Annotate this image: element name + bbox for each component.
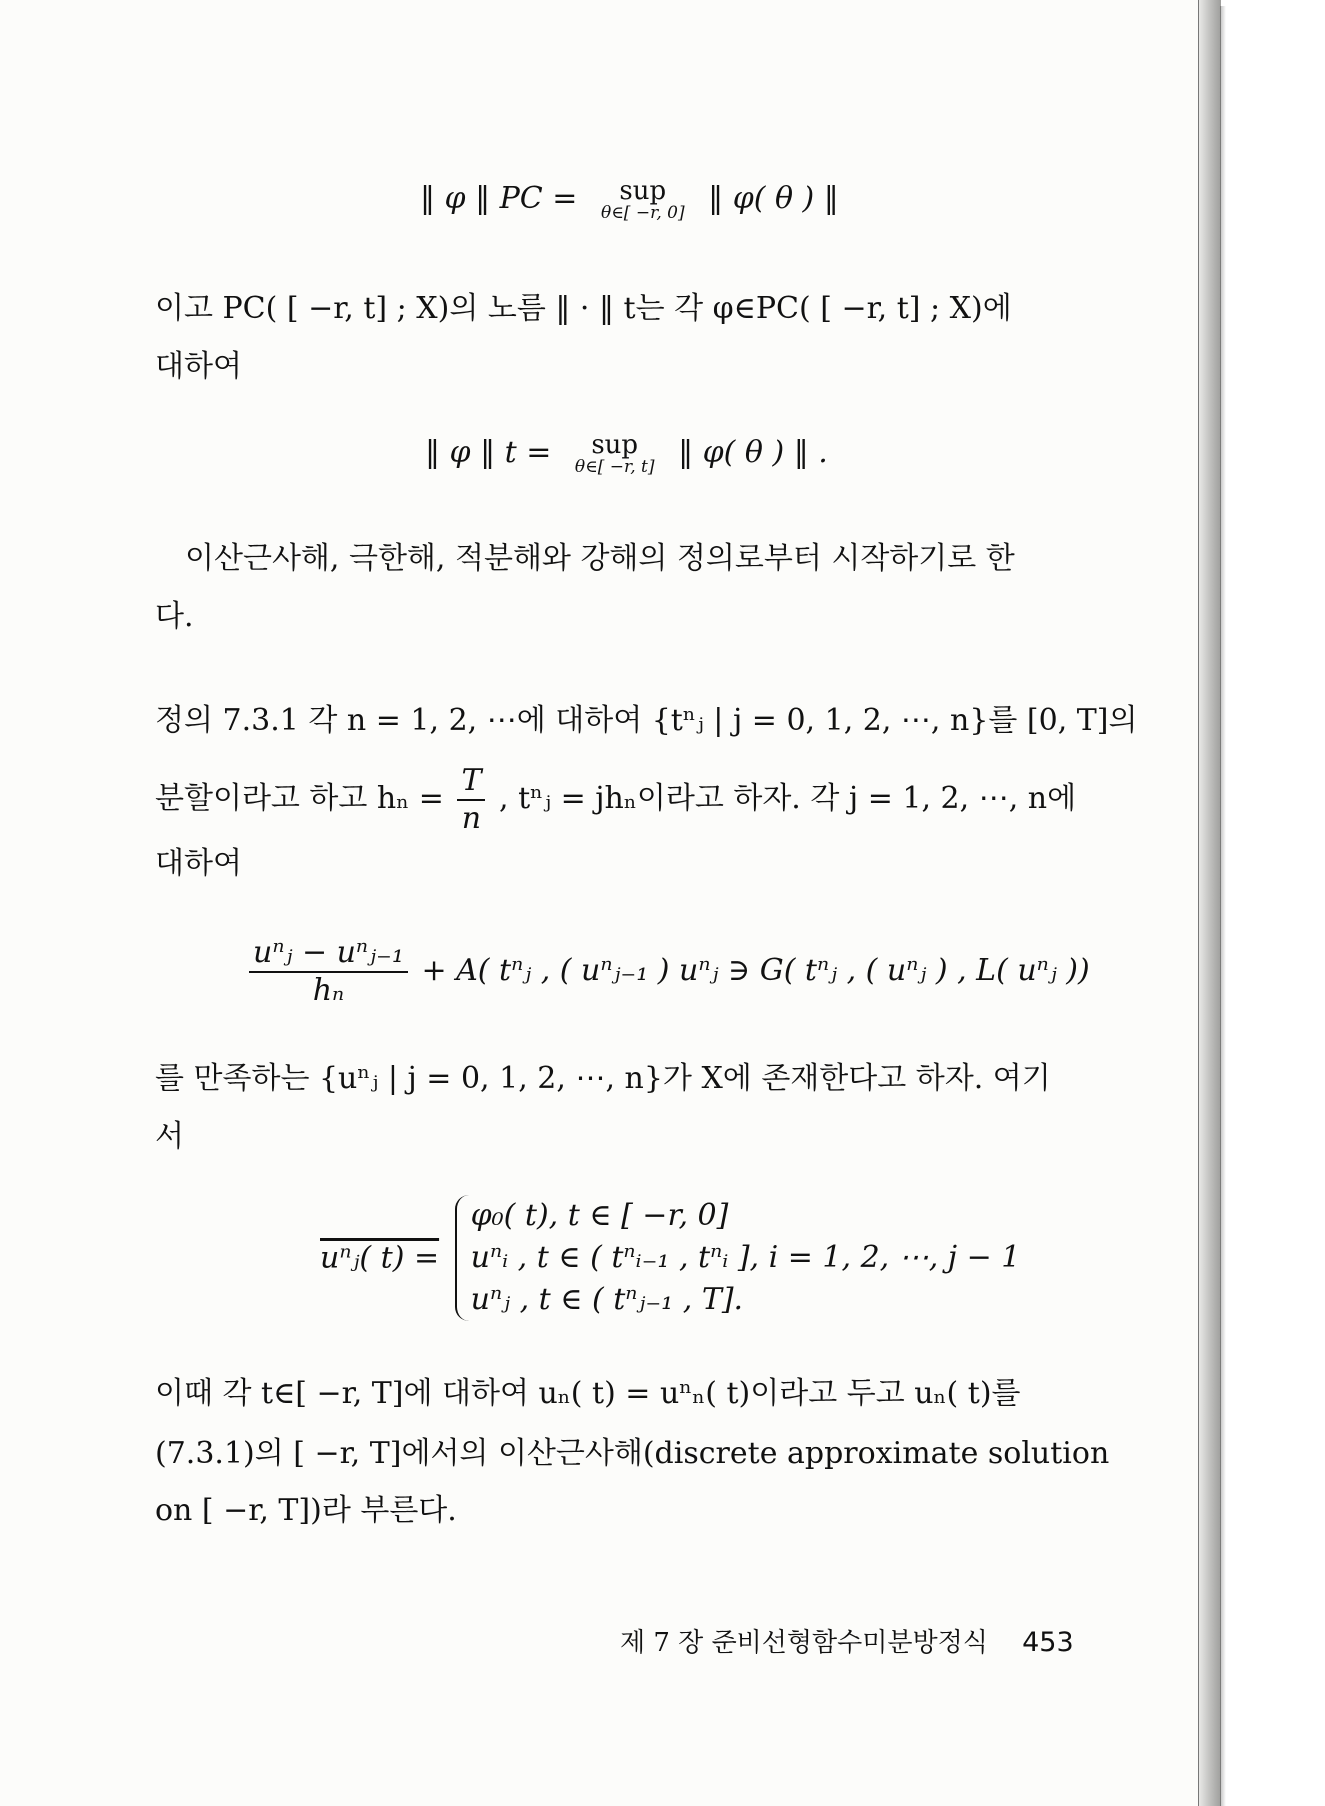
definition-line2 bbox=[155, 763, 1076, 837]
paragraph-definition-line2: (7.3.1)의 [ −r, T]에서의 이산근사해(discrete approximate solution bbox=[155, 1436, 1110, 1471]
paragraph-existence-line2: 서 bbox=[155, 1119, 184, 1154]
equation-lhs: ‖ φ ‖ PC = bbox=[420, 181, 578, 216]
paragraph-norm-def-line1: 이고 PC( [ −r, t] ; X)의 노름 ‖ · ‖ t는 각 φ∈PC( [ −r, t] ; X)에 bbox=[155, 291, 1012, 326]
equation-lhs: ‖ φ ‖ t = bbox=[425, 435, 552, 470]
equation-pc-norm bbox=[420, 178, 839, 222]
paragraph-norm-def-line2: 대하여 bbox=[155, 349, 242, 384]
page-number: 453 bbox=[1022, 1627, 1074, 1658]
case-3: uⁿⱼ , t ∈ ( tⁿⱼ₋₁ , T]. bbox=[470, 1282, 744, 1317]
equation-rhs: ‖ φ( θ ) ‖ bbox=[708, 181, 839, 216]
fraction-denominator: n bbox=[461, 801, 482, 836]
sup-label: sup bbox=[619, 176, 667, 206]
page-edge bbox=[1198, 0, 1221, 1806]
sup-range: θ∈[ −r, t] bbox=[574, 457, 655, 477]
sup-label: sup bbox=[591, 430, 639, 460]
fraction-denominator: hₙ bbox=[312, 973, 345, 1008]
equation-rest: + A( tⁿⱼ , ( uⁿⱼ₋₁ ) uⁿⱼ ∋ G( tⁿⱼ , ( uⁿⱼ ) , L( uⁿⱼ )) bbox=[421, 953, 1090, 988]
sup-operator bbox=[601, 178, 685, 222]
paragraph-definition-line3: on [ −r, T])라 부른다. bbox=[155, 1493, 457, 1528]
fraction-numerator: T bbox=[457, 763, 485, 801]
sup-operator bbox=[575, 432, 655, 476]
equation-discrete-scheme bbox=[245, 935, 1090, 1009]
piecewise-lhs: uⁿⱼ( t) = bbox=[320, 1240, 440, 1276]
difference-quotient bbox=[249, 935, 408, 1009]
equation-rhs: ‖ φ( θ ) ‖ . bbox=[678, 435, 828, 470]
case-2: uⁿᵢ , t ∈ ( tⁿᵢ₋₁ , tⁿᵢ ], i = 1, 2, ⋯, j − 1 bbox=[470, 1240, 1021, 1275]
paragraph-existence-line1: 를 만족하는 {uⁿⱼ | j = 0, 1, 2, ⋯, n}가 X에 존재한다고 하자. 여기 bbox=[155, 1061, 1051, 1096]
fraction-t-over-n bbox=[457, 763, 485, 837]
paragraph-intro-line1: 이산근사해, 극한해, 적분해와 강해의 정의로부터 시작하기로 한 bbox=[185, 541, 1015, 576]
equation-t-norm bbox=[425, 432, 828, 476]
definition-text-a: 분할이라고 하고 hₙ = bbox=[155, 781, 444, 816]
sup-range: θ∈[ −r, 0] bbox=[600, 203, 685, 223]
definition-line3: 대하여 bbox=[155, 846, 242, 881]
page-edge-shadow bbox=[1220, 6, 1226, 1806]
definition-line1: 정의 7.3.1 각 n = 1, 2, ⋯에 대하여 {tⁿⱼ | j = 0, 1, 2, ⋯, n}를 [0, T]의 bbox=[155, 703, 1138, 738]
chapter-title: 제 7 장 준비선형함수미분방정식 bbox=[620, 1628, 988, 1658]
fraction-numerator: uⁿⱼ − uⁿⱼ₋₁ bbox=[249, 935, 408, 973]
case-1: φ₀( t), t ∈ [ −r, 0] bbox=[470, 1198, 729, 1233]
equation-piecewise bbox=[320, 1195, 1020, 1321]
paragraph-intro-line2: 다. bbox=[155, 599, 194, 634]
paragraph-definition-line1: 이때 각 t∈[ −r, T]에 대하여 uₙ( t) = uⁿₙ( t)이라고 두고 uₙ( t)를 bbox=[155, 1376, 1021, 1411]
definition-text-b: , tⁿⱼ = jhₙ이라고 하자. 각 j = 1, 2, ⋯, n에 bbox=[499, 781, 1077, 816]
piecewise-cases bbox=[455, 1195, 1021, 1321]
page-footer bbox=[620, 1622, 1074, 1659]
